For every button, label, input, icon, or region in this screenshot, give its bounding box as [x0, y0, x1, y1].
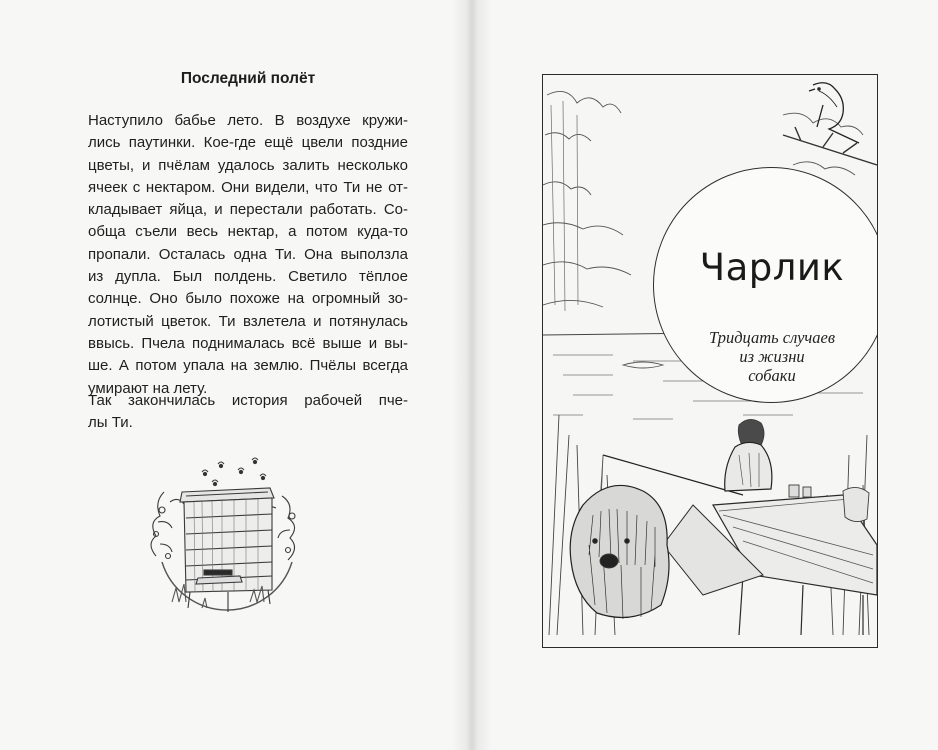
paragraph-1 [88, 110, 408, 400]
text-line: лы Ти. [88, 414, 133, 432]
text-line: пропали. Осталась одна Ти. Она выползла [88, 245, 408, 263]
text-line: кладывает яйца, и перестали работать. Со- [88, 201, 408, 219]
right-page [480, 0, 938, 750]
text-line: обща съели весь нектар, а потом куда-то [88, 223, 408, 241]
subtitle-line: Тридцать случаев [708, 328, 836, 347]
text-line: Наступило бабье лето. В воздухе кружи- [88, 112, 408, 129]
book-subtitle [672, 328, 872, 385]
text-line: из дупла. Был полдень. Светило тёплое [88, 268, 408, 286]
text-line: цветы, и пчёлам удалось залить несколько [88, 156, 408, 174]
text-line: умирают на лету. [88, 379, 208, 397]
text-line: солнце. Оно было похоже на огромный зо- [88, 290, 408, 308]
text-line: ввысь. Пчела поднималась всё выше и вы- [88, 334, 408, 352]
paragraph-2 [88, 390, 408, 435]
subtitle-line: собаки [748, 366, 796, 385]
text-line: Так закончилась история рабочей пче- [88, 392, 408, 409]
left-page [0, 0, 466, 750]
subtitle-line: из жизни [739, 347, 805, 366]
book-title: Чарлик [699, 246, 845, 289]
chapter-title: Последний полёт [180, 70, 316, 87]
title-page-frame [542, 74, 878, 648]
text-line: лотистый цветок. Ти взлетела и потянулась [88, 312, 408, 330]
text-line: ше. А потом упала на землю. Пчёлы всегда [88, 357, 408, 375]
text-line: ячеек с нектаром. Они видели, что Ти не от- [88, 178, 408, 196]
beehive-illustration-icon [142, 452, 312, 622]
title-circle [653, 167, 878, 403]
text-line: лись паутинки. Кое-где ещё цвели поздние [88, 134, 408, 152]
